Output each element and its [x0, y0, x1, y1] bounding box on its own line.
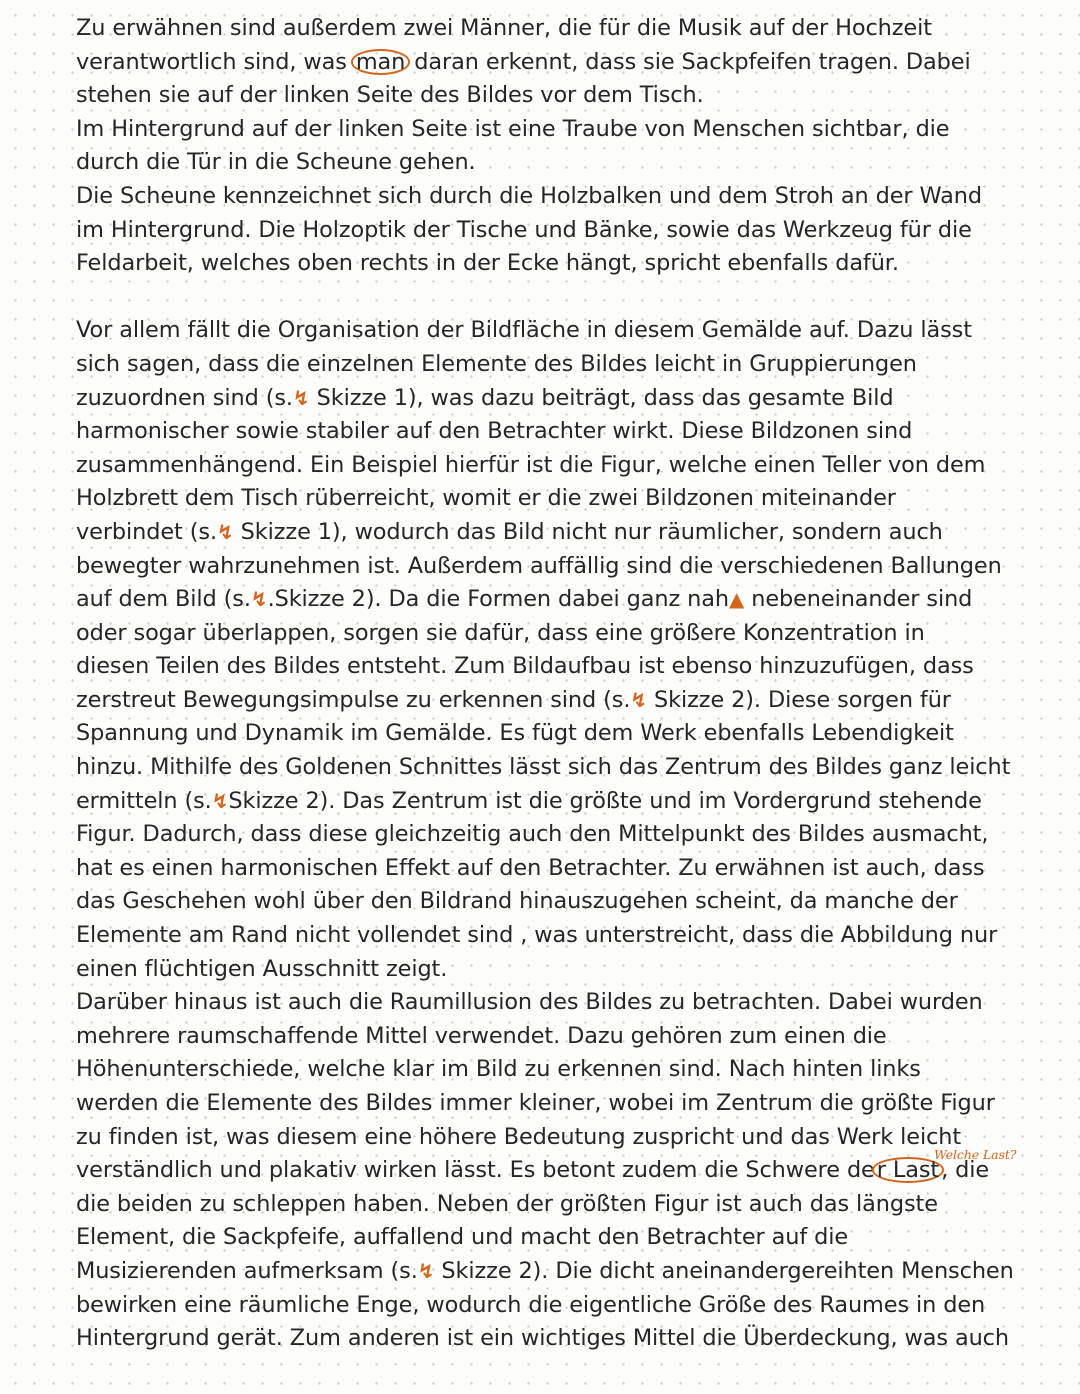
handwritten-arrow-mark: ▲ — [728, 587, 745, 612]
text-line: das Geschehen wohl über den Bildrand hinauszugehen scheint, da manche der — [76, 888, 958, 915]
text-line: verständlich und plakativ wirken lässt. Es betont zudem die Schwere der Last, die Welche Last? — [76, 1154, 1036, 1188]
text-line: hat es einen harmonischen Effekt auf den Betrachter. Zu erwähnen ist auch, dass — [76, 854, 985, 881]
text-line: zerstreut Bewegungsimpulse zu erkennen sind (s.↯ Skizze 2). Diese sorgen für — [76, 686, 951, 713]
text-line: stehen sie auf der linken Seite des Bildes vor dem Tisch. — [76, 82, 704, 109]
text-line: im Hintergrund. Die Holzoptik der Tische und Bänke, sowie das Werkzeug für die — [76, 216, 972, 243]
text-line: Im Hintergrund auf der linken Seite ist eine Traube von Menschen sichtbar, die — [76, 115, 950, 142]
document-page — [76, 12, 1036, 1356]
text-line: oder sogar überlappen, sorgen sie dafür, dass eine größere Konzentration in — [76, 619, 925, 646]
text-line: zu finden ist, was diesem eine höhere Bedeutung zuspricht und das Werk leicht — [76, 1123, 962, 1150]
text-line: ermitteln (s.↯Skizze 2). Das Zentrum ist die größte und im Vordergrund stehende — [76, 787, 982, 814]
text-line: Hintergrund gerät. Zum anderen ist ein wichtiges Mittel die Überdeckung, was auch — [76, 1325, 1009, 1352]
paragraph-composition — [76, 314, 1036, 1154]
text-line: Vor allem fällt die Organisation der Bildfläche in diesem Gemälde auf. Dazu lässt — [76, 317, 972, 344]
text-line: diesen Teilen des Bildes entsteht. Zum Bildaufbau ist ebenso hinzuzufügen, dass — [76, 653, 974, 680]
handwritten-arrow-mark: ↯ — [211, 788, 229, 813]
text-line: Darüber hinaus ist auch die Raumillusion des Bildes zu betrachten. Dabei wurden — [76, 989, 983, 1016]
handwritten-arrow-mark: ↯ — [630, 687, 648, 712]
text-line: Höhenunterschiede, welche klar im Bild zu erkennen sind. Nach hinten links — [76, 1056, 921, 1083]
text-line: durch die Tür in die Scheune gehen. — [76, 149, 476, 176]
handwritten-arrow-mark: ↯ — [216, 519, 234, 544]
text-line: sich sagen, dass die einzelnen Elemente des Bildes leicht in Gruppierungen — [76, 350, 917, 377]
text-line: auf dem Bild (s.↯.Skizze 2). Da die Formen dabei ganz nah▲ nebeneinander sind — [76, 586, 973, 613]
handwritten-arrow-mark: ↯ — [417, 1258, 435, 1283]
text-line: mehrere raumschaffende Mittel verwendet. Dazu gehören zum einen die — [76, 1022, 887, 1049]
text-line: Elemente am Rand nicht vollendet sind , was unterstreicht, dass die Abbildung nur — [76, 922, 998, 949]
text-line: Element, die Sackpfeife, auffallend und macht den Betrachter auf die — [76, 1224, 849, 1251]
text-line: Die Scheune kennzeichnet sich durch die Holzbalken und dem Stroh an der Wand — [76, 182, 982, 209]
paragraph-gap — [76, 281, 1036, 315]
text-line: Feldarbeit, welches oben rechts in der Ecke hängt, spricht ebenfalls dafür. — [76, 250, 899, 277]
correction-circle: man — [351, 49, 410, 75]
margin-note: Welche Last? — [934, 1147, 1017, 1163]
text-line: verantwortlich sind, was man daran erkennt, dass sie Sackpfeifen tragen. Dabei — [76, 48, 971, 75]
text-line: Musizierenden aufmerksam (s.↯ Skizze 2). Die dicht aneinandergereihten Menschen — [76, 1257, 1014, 1284]
text-line: werden die Elemente des Bildes immer kleiner, wobei im Zentrum die größte Figur — [76, 1090, 995, 1116]
text-line: zusammenhängend. Ein Beispiel hierfür ist die Figur, welche einen Teller von dem — [76, 451, 986, 478]
text-line: zuzuordnen sind (s.↯ Skizze 1), was dazu beiträgt, dass das gesamte Bild — [76, 384, 894, 411]
handwritten-arrow-mark: ↯ — [292, 385, 310, 410]
text-line: Holzbrett dem Tisch rüberreicht, womit er die zwei Bildzonen miteinander — [76, 485, 896, 512]
text-line: bewirken eine räumliche Enge, wodurch die eigentliche Größe des Raumes in den — [76, 1291, 986, 1318]
text-line: Spannung und Dynamik im Gemälde. Es fügt dem Werk ebenfalls Lebendigkeit — [76, 720, 954, 747]
correction-circle: r Last — [872, 1157, 944, 1183]
text-line: bewegter wahrzunehmen ist. Außerdem auffällig sind die verschiedenen Ballungen — [76, 552, 1002, 579]
text-line: die beiden zu schleppen haben. Neben der größten Figur ist auch das längste — [76, 1190, 938, 1217]
text-line: verbindet (s.↯ Skizze 1), wodurch das Bild nicht nur räumlicher, sondern auch — [76, 518, 943, 545]
text-line: hinzu. Mithilfe des Goldenen Schnittes lässt sich das Zentrum des Bildes ganz leicht — [76, 754, 1011, 781]
text-line: harmonischer sowie stabiler auf den Betrachter wirkt. Diese Bildzonen sind — [76, 418, 913, 445]
handwritten-arrow-mark: ↯ — [250, 587, 268, 612]
text-line: einen flüchtigen Ausschnitt zeigt. — [76, 955, 448, 982]
text-line: Zu erwähnen sind außerdem zwei Männer, die für die Musik auf der Hochzeit — [76, 15, 932, 41]
text-line: Figur. Dadurch, dass diese gleichzeitig auch den Mittelpunkt des Bildes ausmacht, — [76, 821, 989, 848]
